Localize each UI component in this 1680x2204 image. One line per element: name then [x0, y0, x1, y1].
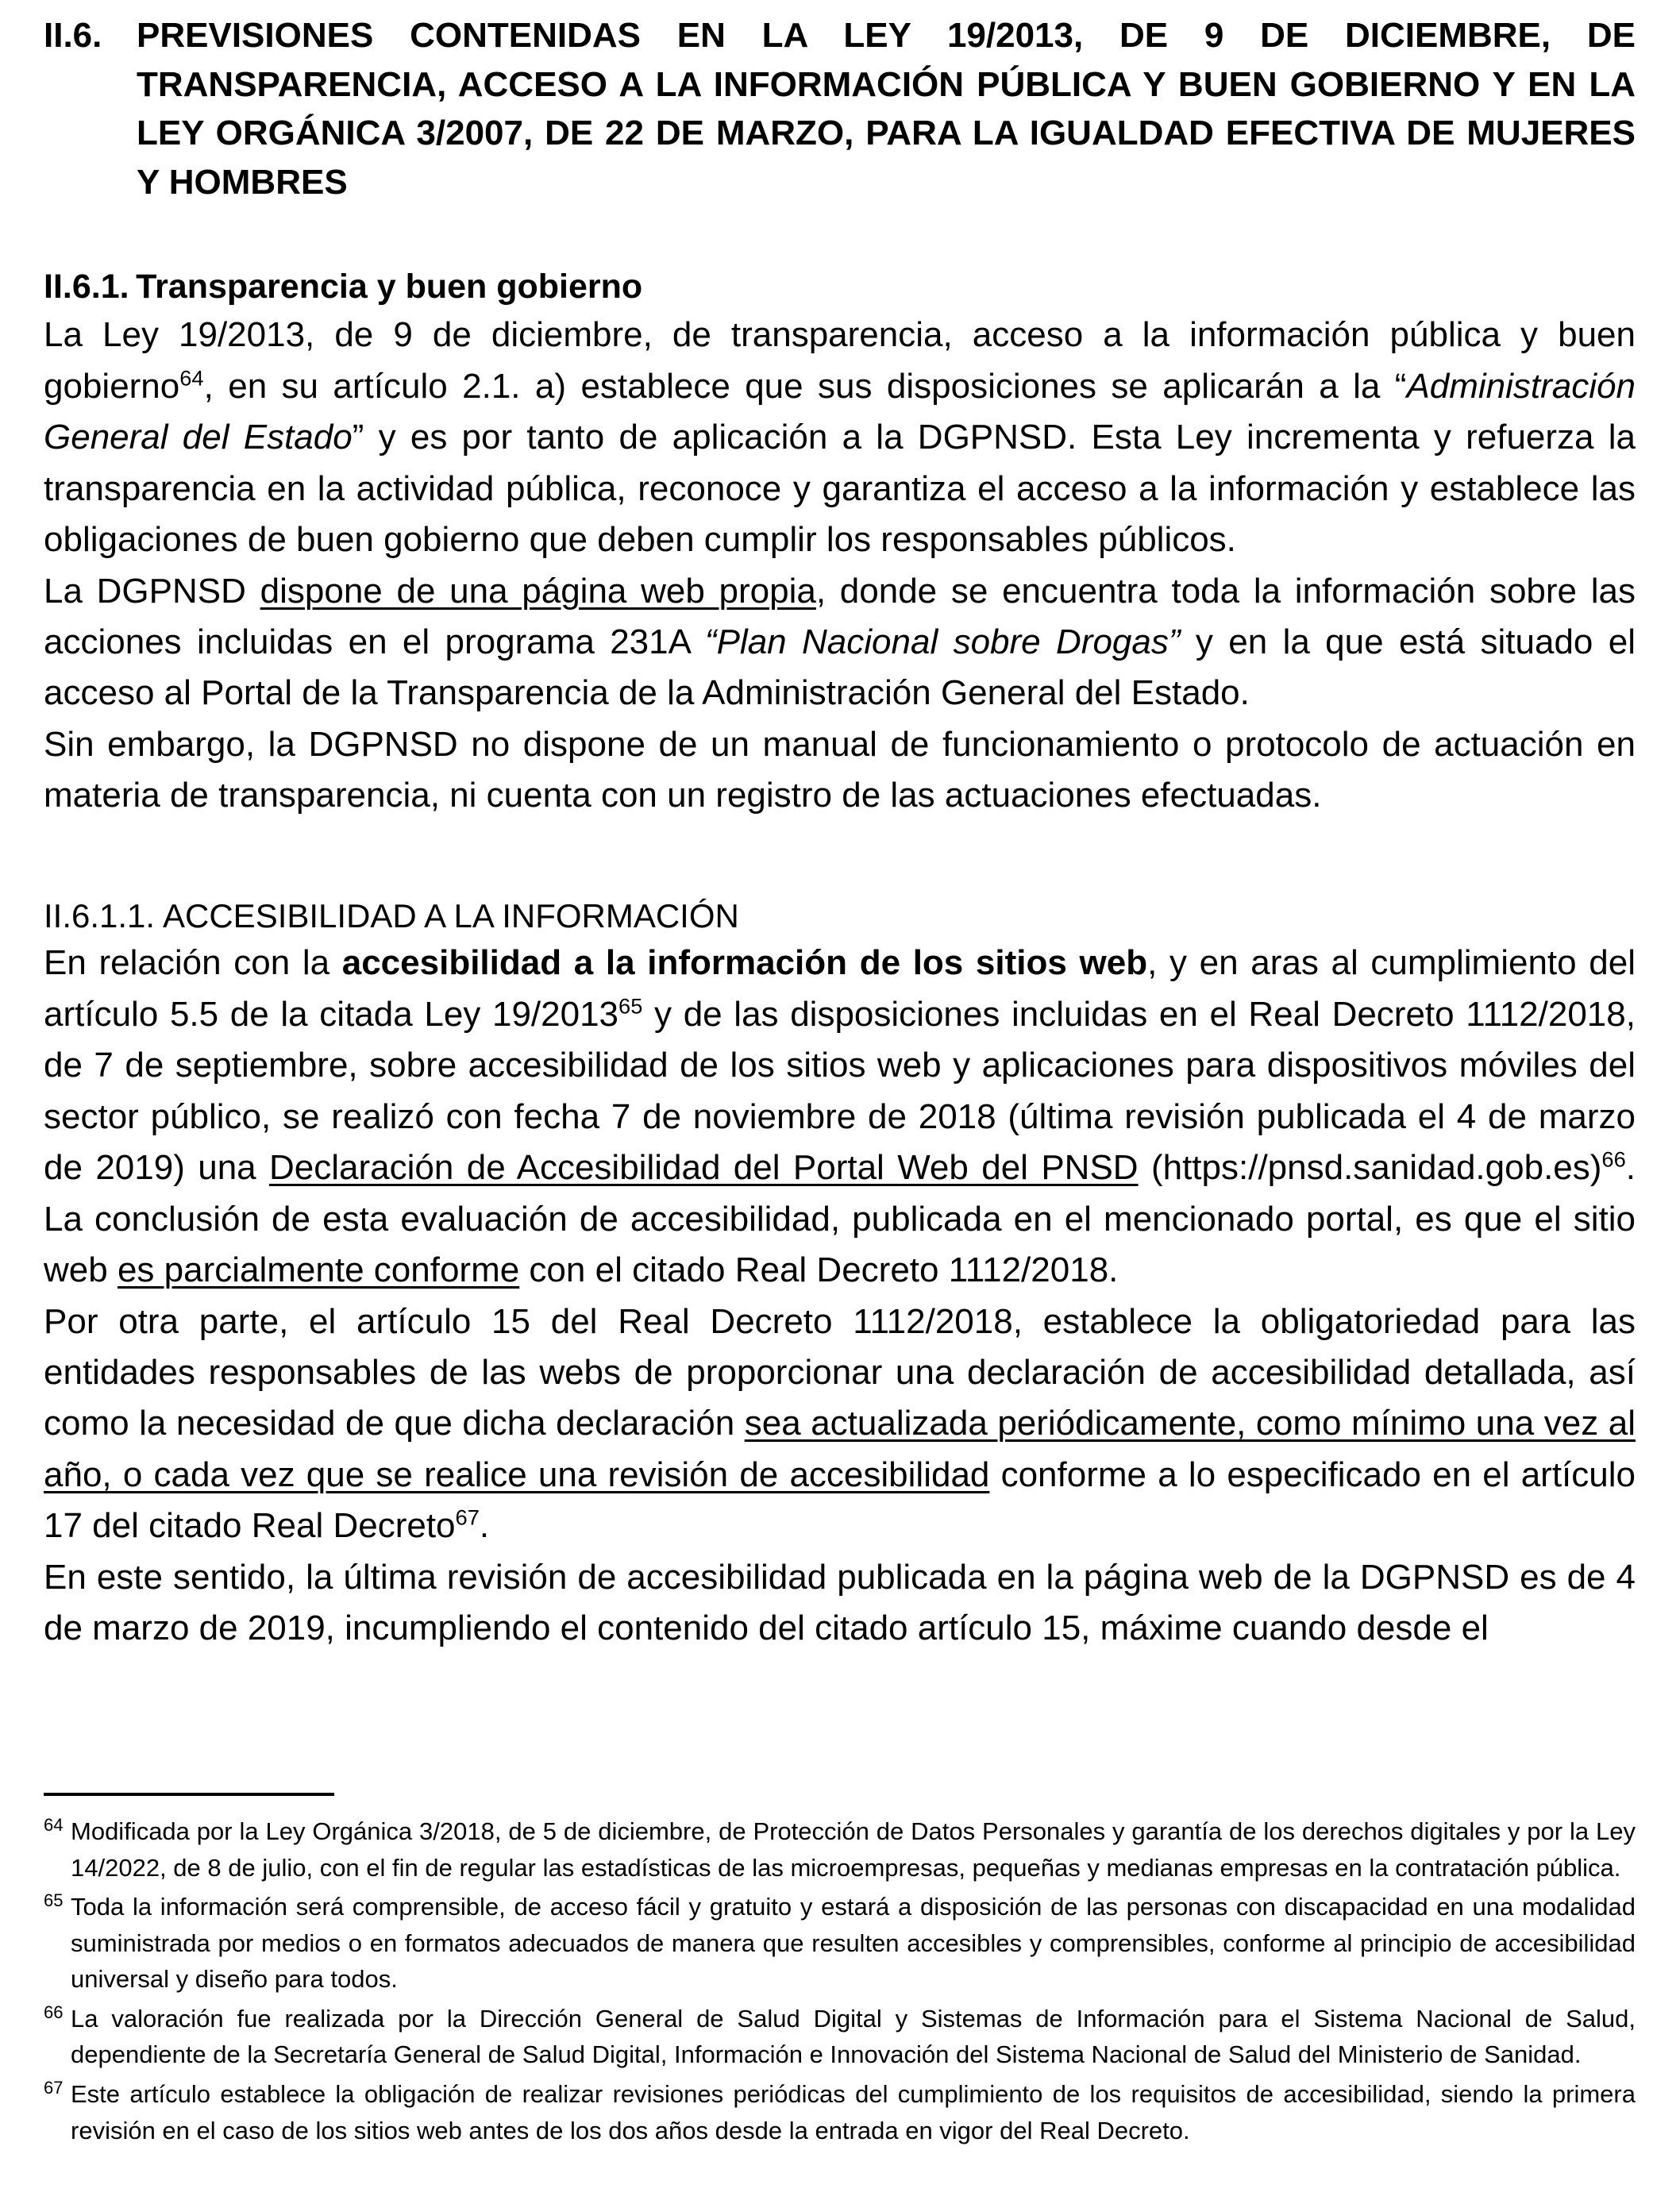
p1-seg3: ” y es por tanto de aplicación a la DGPNSD. Esta Ley incrementa y refuerza la transparencia en la actividad pública, reconoce y garantiza el acceso a la información y establece las obligaciones de buen gobierno que deben cumplir los responsables públicos. — [44, 418, 1636, 560]
footnote-ref-65[interactable]: 65 — [618, 993, 643, 1019]
p4-underline-declaracion-accesibilidad: Declaración de Accesibilidad del Portal Web del PNSD — [269, 1148, 1139, 1188]
p4-seg6: con el citado Real Decreto 1112/2018. — [519, 1250, 1119, 1290]
paragraph-ley-19-2013 — [44, 310, 1636, 565]
footnote-ref-67[interactable]: 67 — [455, 1505, 480, 1530]
footnote-item — [44, 1889, 1636, 1998]
footnote-separator-rule — [44, 1793, 334, 1796]
footnote-marker-65: 65 — [44, 1890, 64, 1911]
p4-seg2: , y en aras al cumplimiento del artículo 5.5 de la citada Ley 19/2013 — [44, 943, 1636, 1034]
p2-italic-plan-nacional: “Plan Nacional sobre Drogas” — [704, 622, 1181, 661]
heading-sub-transparencia: II.6.1. Transparencia y buen gobierno — [44, 268, 643, 306]
footnote-marker-64: 64 — [44, 1815, 64, 1835]
p2-underline-pagina-web-propia: dispone de una página web propia — [260, 571, 816, 611]
footnote-item — [44, 1813, 1636, 1886]
heading-main-number: II.6. — [44, 16, 102, 55]
footnote-item — [44, 2076, 1636, 2148]
paragraph-ultima-revision — [44, 1552, 1636, 1655]
footnote-text-64: Modificada por la Ley Orgánica 3/2018, de 5 de diciembre, de Protección de Datos Personales y garantía de los derechos digitales y por la Ley 14/2022, de 8 de julio, con el fin de regular las estadísticas de las microempresas, pequeñas y medianas empresas en la contratación pública. — [71, 1817, 1636, 1882]
p4-underline-parcialmente-conforme: es parcialmente conforme — [117, 1250, 520, 1290]
p1-seg2: , en su artículo 2.1. a) establece que sus disposiciones se aplicarán a la “ — [203, 366, 1407, 406]
p5-seg2: conforme a lo especificado en el artículo 17 del citado Real Decreto — [44, 1455, 1636, 1546]
heading-main-text: PREVISIONES CONTENIDAS EN LA LEY 19/2013, DE 9 DE DICIEMBRE, DE TRANSPARENCIA, ACCESO A LA INFORMACIÓN PÚBLICA Y BUEN GOBIERNO Y EN LA LEY ORGÁNICA 3/2007, DE 22 DE MARZO, PARA LA IGUALDAD EFECTIVA DE MUJERES Y HOMBRES — [137, 16, 1636, 202]
footnote-marker-66: 66 — [44, 2002, 64, 2022]
p4-seg4: (https://pnsd.sanidad.gob.es) — [1138, 1148, 1602, 1188]
p2-seg3: y en la que está situado el acceso al Portal de la Transparencia de la Administración General del Estado. — [44, 622, 1636, 713]
p6-seg1: En este sentido, la última revisión de accesibilidad publicada en la página web de la DGPNSD es de 4 de marzo de 2019, incumpliendo el contenido del citado artículo 15, máxime cuando desde el — [44, 1557, 1636, 1648]
p5-seg3: . — [479, 1506, 490, 1546]
footnote-marker-67: 67 — [44, 2077, 64, 2098]
heading-sub3-text: ACCESIBILIDAD A LA INFORMACIÓN — [163, 896, 739, 934]
p5-seg1: Por otra parte, el artículo 15 del Real Decreto 1112/2018, establece la obligatoriedad para las entidades responsables de las webs de proporcionar una declaración de accesibilidad detallada, así como la necesidad de que dicha declaración — [44, 1301, 1636, 1443]
paragraph-accesibilidad-sitios-web — [44, 938, 1636, 1296]
p3-seg1: Sin embargo, la DGPNSD no dispone de un manual de funcionamiento o protocolo de actuación en materia de transparencia, ni cuenta con un registro de las actuaciones efectuadas. — [44, 724, 1636, 815]
footnote-text-65: Toda la información será comprensible, de acceso fácil y gratuito y estará a disposición de las personas con discapacidad en una modalidad suministrada por medios o en formatos adecuados de manera que resulten accesibles y comprensibles, conforme al principio de accesibilidad universal y diseño para todos. — [71, 1893, 1636, 1994]
footnotes-block — [44, 1793, 1636, 2152]
footnote-text-67: Este artículo establece la obligación de realizar revisiones periódicas del cumplimiento de los requisitos de accesibilidad, siendo la primera revisión en el caso de los sitios web antes de los dos años desde la entrada en vigor del Real Decreto. — [71, 2079, 1636, 2144]
footnote-text-66: La valoración fue realizada por la Dirección General de Salud Digital y Sistemas de Información para el Sistema Nacional de Salud, dependiente de la Secretaría General de Salud Digital, Información e Innovación del Sistema Nacional de Salud del Ministerio de Sanidad. — [71, 2004, 1636, 2069]
p4-seg5: . La conclusión de esta evaluación de accesibilidad, publicada en el mencionado portal, es que el sitio web — [44, 1148, 1636, 1290]
heading-main — [44, 0, 1636, 206]
p4-seg1: En relación con la — [44, 943, 342, 983]
heading-sub3-accesibilidad — [44, 895, 1636, 938]
paragraph-sin-embargo — [44, 719, 1636, 822]
paragraph-pagina-web — [44, 566, 1636, 719]
footnote-ref-64[interactable]: 64 — [179, 365, 204, 391]
p4-bold-accesibilidad: accesibilidad a la información de los sitios web — [341, 943, 1148, 983]
p5-underline-actualizada-periodicamente: sea actualizada periódicamente, como mínimo una vez al año, o cada vez que se realice una revisión de accesibilidad — [44, 1404, 1636, 1494]
footnote-ref-66[interactable]: 66 — [1601, 1146, 1626, 1172]
heading-sub3-number: II.6.1.1. — [44, 896, 156, 934]
p1-italic-administracion: Administración General del Estado — [44, 366, 1636, 457]
p4-seg3: y de las disposiciones incluidas en el Real Decreto 1112/2018, de 7 de septiembre, sobre accesibilidad de los sitios web y aplicaciones para dispositivos móviles del sector público, se realizó con fecha 7 de noviembre de 2018 (última revisión publicada el 4 de marzo de 2019) una — [44, 994, 1636, 1188]
p2-seg1: La DGPNSD — [44, 571, 260, 611]
p2-seg2: , donde se encuentra toda la información sobre las acciones incluidas en el programa 231A — [44, 571, 1636, 661]
footnote-item — [44, 2001, 1636, 2073]
document-content — [44, 0, 1636, 1655]
p1-seg1: La Ley 19/2013, de 9 de diciembre, de transparencia, acceso a la información pública y buen gobierno — [44, 315, 1636, 406]
paragraph-articulo-15 — [44, 1297, 1636, 1552]
